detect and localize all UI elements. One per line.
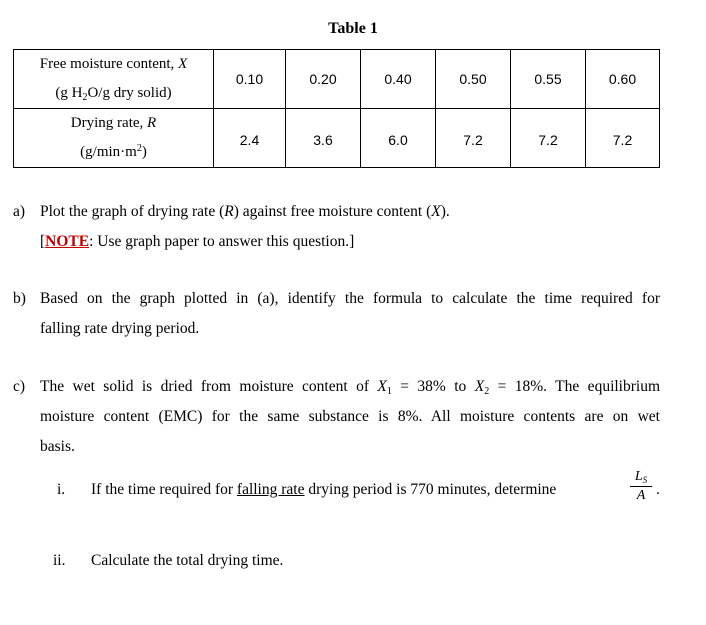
rate-cell: 7.2 <box>586 109 660 168</box>
question-b-marker: b) <box>13 290 26 307</box>
moisture-header-line1: Free moisture content, X <box>39 56 188 72</box>
moisture-header-line2: (g $H_2O/g$ dry solid) <box>55 85 172 103</box>
question-ci-end: . <box>656 481 660 498</box>
rate-cell: 3.6 <box>286 109 361 168</box>
question-a-text: Plot the graph of drying rate (R) against free moisture content (X). <box>40 203 450 220</box>
question-cii-marker: ii. <box>53 552 66 569</box>
rate-cell: 6.0 <box>361 109 436 168</box>
row-header-moisture <box>14 50 214 109</box>
table-row-moisture <box>14 50 660 109</box>
question-b-line2: falling rate drying period. <box>40 320 200 337</box>
rate-header-line1: Drying rate, R <box>70 115 157 131</box>
rate-cell: 7.2 <box>511 109 586 168</box>
question-a-marker: a) <box>13 203 26 220</box>
question-cii-text: Calculate the total drying time. <box>91 552 284 569</box>
fraction-bar <box>630 486 652 487</box>
moisture-cell: 0.40 <box>361 50 436 109</box>
rate-header-line2: $(g/\min\cdot m^2)$ <box>80 143 147 160</box>
rate-cell: 2.4 <box>214 109 286 168</box>
question-ci-text: If the time required for falling rate drying period is 770 minutes, determine <box>91 481 557 498</box>
moisture-cell: 0.60 <box>586 50 660 109</box>
question-ci-marker: i. <box>57 481 66 498</box>
question-c-line1: The wet solid is dried from moisture content of $X_1 = 38\%$ to $X_2 = 18\%$. The equilibrium <box>40 378 661 397</box>
rate-cell: 7.2 <box>436 109 511 168</box>
question-c-line3: basis. <box>40 438 75 455</box>
table-title: Table 1 <box>328 20 378 37</box>
moisture-cell: 0.10 <box>214 50 286 109</box>
question-c-marker: c) <box>13 378 26 395</box>
note-label: NOTE <box>45 233 90 250</box>
question-a-note: [NOTE: Use graph paper to answer this question.] <box>40 233 355 250</box>
question-c-line2: moisture content (EMC) for the same substance is 8%. All moisture contents are on wet <box>40 408 660 425</box>
fraction-denominator: A <box>636 488 646 503</box>
ls-over-a-fraction <box>628 469 654 504</box>
falling-rate-underlined: falling rate <box>236 481 305 498</box>
moisture-cell: 0.20 <box>286 50 361 109</box>
data-table <box>13 49 660 168</box>
table-row-rate <box>14 109 660 168</box>
row-header-rate <box>14 109 214 168</box>
moisture-cell: 0.55 <box>511 50 586 109</box>
question-b-line1: Based on the graph plotted in (a), identify the formula to calculate the time required for <box>40 290 660 307</box>
moisture-cell: 0.50 <box>436 50 511 109</box>
fraction-numerator: $L_S$ <box>634 469 648 485</box>
